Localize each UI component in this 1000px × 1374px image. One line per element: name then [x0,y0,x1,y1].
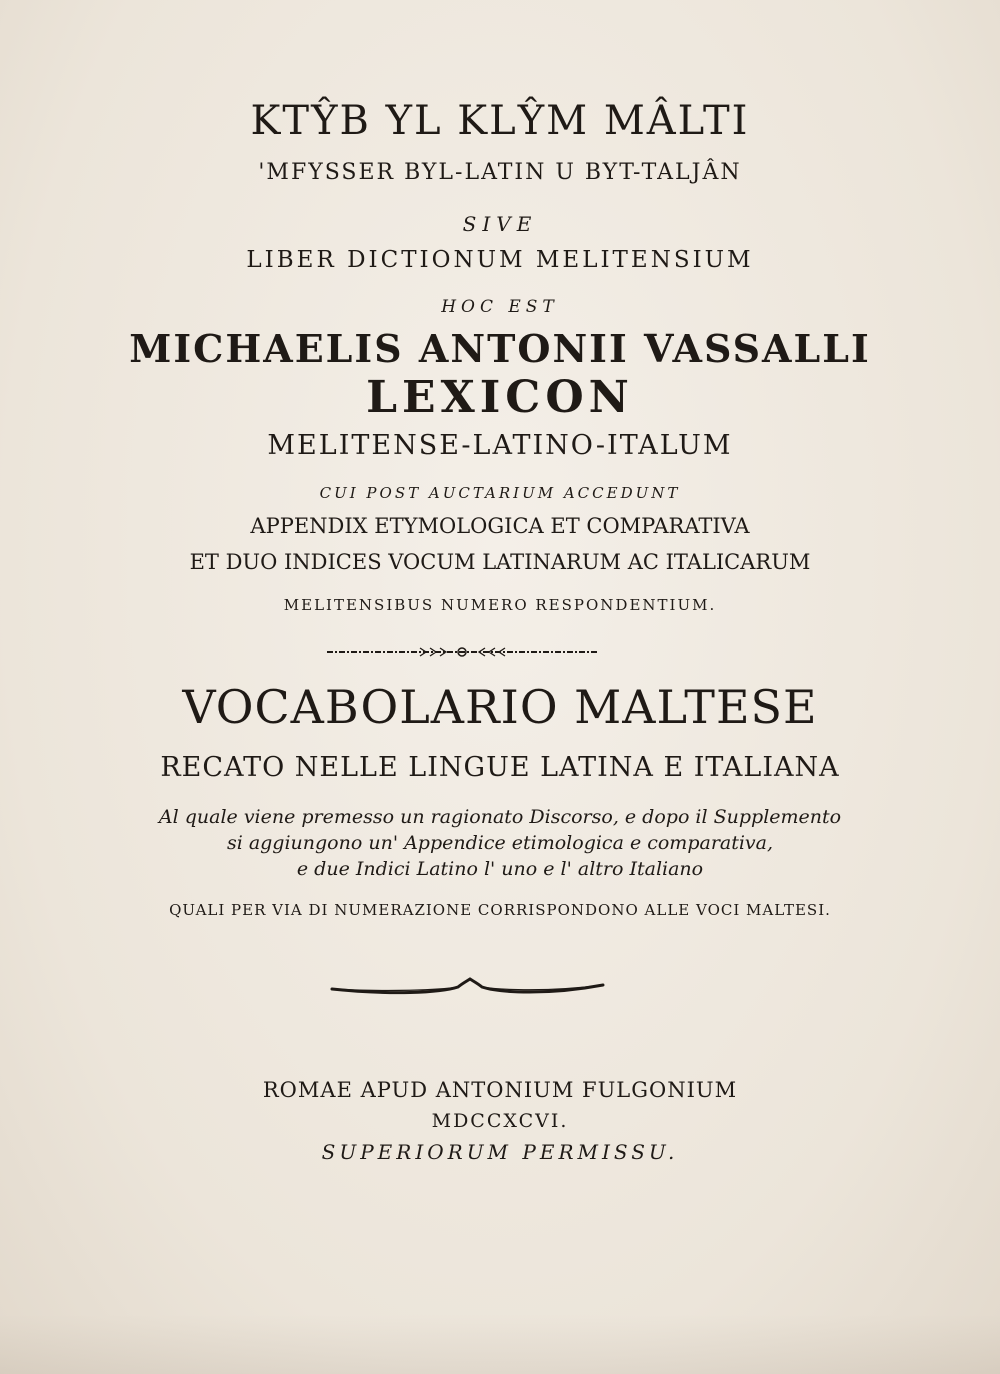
latin-title: LIBER DICTIONUM MELITENSIUM [246,247,754,273]
ornament-swash [330,975,605,999]
lexicon-heading: LEXICON [366,372,634,423]
languages-line: MELITENSE-LATINO-ITALUM [267,430,733,461]
indices-line: ET DUO INDICES VOCUM LATINARUM AC ITALICARUM [189,550,811,574]
quali-line: QUALI PER VIA DI NUMERAZIONE CORRISPONDONO ALLE VOCI MALTESI. [169,901,831,919]
e-due-line: e due Indici Latino l' uno e l' altro Italiano [296,858,704,880]
recato-line: RECATO NELLE LINGUE LATINA E ITALIANA [160,752,840,783]
imprint-line: ROMAE APUD ANTONIUM FULGONIUM [262,1078,738,1102]
hoc-est-line: HOC EST [441,297,559,317]
si-aggiungono-line: si aggiungono un' Appendice etimologica e comparativa, [226,832,774,854]
al-quale-line: Al quale viene premesso un ragionato Discorso, e dopo il Supplemento [158,806,842,828]
year-line: MDCCXCVI. [431,1110,569,1132]
vocabolario-heading: VOCABOLARIO MALTESE [182,680,818,734]
maltese-subtitle: 'MFYSSER BYL-LATIN U BYT-TALJÂN [258,160,742,185]
ornament-rule-top [325,645,600,659]
author-name: MICHAELIS ANTONII VASSALLI [129,326,871,371]
cui-post-line: CUI POST AUCTARIUM ACCEDUNT [319,484,681,502]
appendix-line: APPENDIX ETYMOLOGICA ET COMPARATIVA [250,514,750,538]
sive-line: SIVE [462,212,538,236]
main-title: KTŶB YL KLŶM MÂLTI [250,98,750,144]
melitensibus-line: MELITENSIBUS NUMERO RESPONDENTIUM. [283,596,717,614]
permissu-line: SUPERIORUM PERMISSU. [321,1140,679,1164]
